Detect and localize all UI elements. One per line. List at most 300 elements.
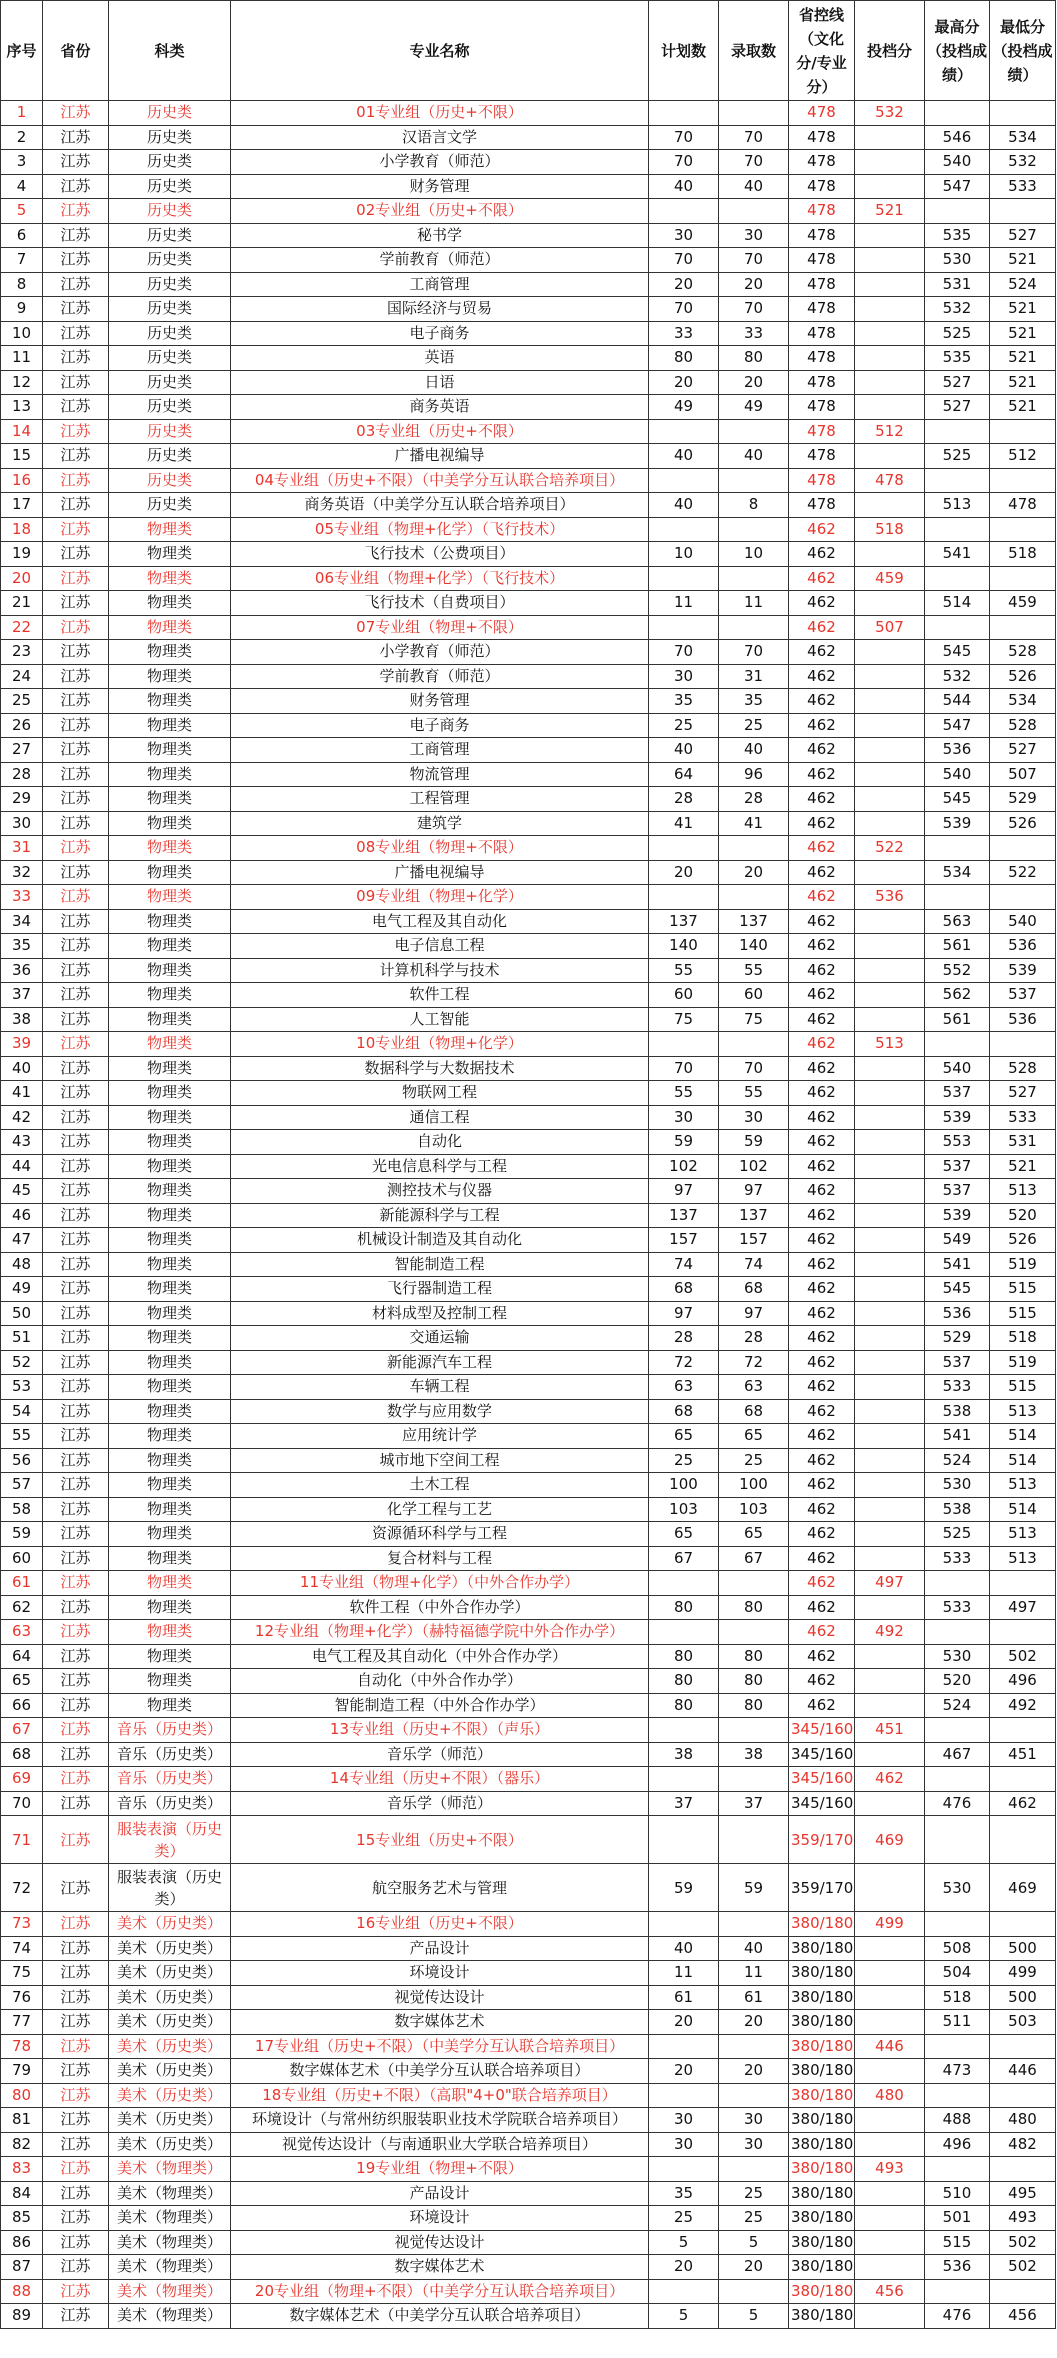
min-score-cell: 521 — [990, 1154, 1056, 1179]
max-score-cell: 536 — [925, 738, 990, 763]
category-cell: 物理类 — [109, 1571, 231, 1596]
major-name-cell: 复合材料与工程 — [231, 1546, 649, 1571]
group-row — [1, 419, 1056, 444]
table-row — [1, 1448, 1056, 1473]
control-line-cell: 462 — [789, 1105, 855, 1130]
min-score-cell: 518 — [990, 1326, 1056, 1351]
major-name-cell: 国际经济与贸易 — [231, 297, 649, 322]
admitted-count-cell: 5 — [719, 2230, 789, 2255]
plan-count-cell: 65 — [649, 1424, 719, 1449]
admitted-count-cell: 68 — [719, 1277, 789, 1302]
control-line-cell: 478 — [789, 125, 855, 150]
major-name-cell: 交通运输 — [231, 1326, 649, 1351]
filing-score-cell — [855, 395, 925, 420]
table-row — [1, 2132, 1056, 2157]
row-number-cell: 66 — [1, 1693, 43, 1718]
row-number-cell: 80 — [1, 2083, 43, 2108]
admitted-count-cell: 72 — [719, 1350, 789, 1375]
max-score-cell: 547 — [925, 713, 990, 738]
category-cell: 历史类 — [109, 223, 231, 248]
control-line-cell: 380/180 — [789, 2083, 855, 2108]
category-cell: 物理类 — [109, 811, 231, 836]
province-cell: 江苏 — [43, 1399, 109, 1424]
control-line-cell: 462 — [789, 1571, 855, 1596]
province-cell: 江苏 — [43, 1448, 109, 1473]
category-cell: 音乐（历史类） — [109, 1791, 231, 1816]
category-cell: 物理类 — [109, 1252, 231, 1277]
min-score-cell: 500 — [990, 1936, 1056, 1961]
table-row — [1, 2010, 1056, 2035]
province-cell: 江苏 — [43, 517, 109, 542]
plan-count-cell — [649, 836, 719, 861]
header-plan: 计划数 — [649, 1, 719, 101]
category-cell: 美术（历史类） — [109, 2059, 231, 2084]
min-score-cell: 521 — [990, 395, 1056, 420]
province-cell: 江苏 — [43, 2181, 109, 2206]
filing-score-cell — [855, 1179, 925, 1204]
major-name-cell: 04专业组（历史+不限）（中美学分互认联合培养项目） — [231, 468, 649, 493]
admitted-count-cell: 74 — [719, 1252, 789, 1277]
table-row — [1, 493, 1056, 518]
admitted-count-cell — [719, 885, 789, 910]
admitted-count-cell — [719, 199, 789, 224]
row-number-cell: 50 — [1, 1301, 43, 1326]
province-cell: 江苏 — [43, 150, 109, 175]
category-cell: 物理类 — [109, 713, 231, 738]
max-score-cell: 508 — [925, 1936, 990, 1961]
row-number-cell: 9 — [1, 297, 43, 322]
plan-count-cell — [649, 419, 719, 444]
max-score-cell: 547 — [925, 174, 990, 199]
major-name-cell: 17专业组（历史+不限）（中美学分互认联合培养项目） — [231, 2034, 649, 2059]
min-score-cell: 451 — [990, 1742, 1056, 1767]
filing-score-cell — [855, 1595, 925, 1620]
row-number-cell: 62 — [1, 1595, 43, 1620]
min-score-cell — [990, 2279, 1056, 2304]
filing-score-cell — [855, 1056, 925, 1081]
min-score-cell — [990, 885, 1056, 910]
table-row — [1, 1669, 1056, 1694]
filing-score-cell — [855, 174, 925, 199]
max-score-cell: 561 — [925, 934, 990, 959]
province-cell: 江苏 — [43, 1864, 109, 1912]
plan-count-cell: 61 — [649, 1985, 719, 2010]
max-score-cell — [925, 1032, 990, 1057]
table-row — [1, 2304, 1056, 2329]
min-score-cell: 513 — [990, 1399, 1056, 1424]
province-cell: 江苏 — [43, 419, 109, 444]
major-name-cell: 电子商务 — [231, 713, 649, 738]
category-cell: 物理类 — [109, 885, 231, 910]
table-row — [1, 1985, 1056, 2010]
admitted-count-cell — [719, 2034, 789, 2059]
major-name-cell: 计算机科学与技术 — [231, 958, 649, 983]
max-score-cell: 536 — [925, 2255, 990, 2280]
category-cell: 物理类 — [109, 1424, 231, 1449]
major-name-cell: 工商管理 — [231, 272, 649, 297]
table-row — [1, 811, 1056, 836]
control-line-cell: 462 — [789, 1277, 855, 1302]
group-row — [1, 836, 1056, 861]
group-row — [1, 468, 1056, 493]
max-score-cell: 532 — [925, 664, 990, 689]
min-score-cell: 459 — [990, 591, 1056, 616]
table-row — [1, 1081, 1056, 1106]
min-score-cell: 527 — [990, 223, 1056, 248]
province-cell: 江苏 — [43, 1056, 109, 1081]
max-score-cell: 533 — [925, 1546, 990, 1571]
category-cell: 历史类 — [109, 346, 231, 371]
category-cell: 美术（历史类） — [109, 1936, 231, 1961]
filing-score-cell — [855, 1007, 925, 1032]
control-line-cell: 462 — [789, 811, 855, 836]
major-name-cell: 测控技术与仪器 — [231, 1179, 649, 1204]
major-name-cell: 数字媒体艺术 — [231, 2010, 649, 2035]
major-name-cell: 学前教育（师范） — [231, 248, 649, 273]
min-score-cell: 446 — [990, 2059, 1056, 2084]
max-score-cell: 488 — [925, 2108, 990, 2133]
filing-score-cell — [855, 542, 925, 567]
plan-count-cell: 11 — [649, 1961, 719, 1986]
category-cell: 美术（历史类） — [109, 1961, 231, 1986]
control-line-cell: 478 — [789, 248, 855, 273]
control-line-cell: 462 — [789, 591, 855, 616]
control-line-cell: 462 — [789, 762, 855, 787]
min-score-cell: 507 — [990, 762, 1056, 787]
plan-count-cell: 80 — [649, 346, 719, 371]
max-score-cell — [925, 517, 990, 542]
group-row — [1, 517, 1056, 542]
filing-score-cell — [855, 1693, 925, 1718]
plan-count-cell: 75 — [649, 1007, 719, 1032]
major-name-cell: 音乐学（师范） — [231, 1742, 649, 1767]
table-row — [1, 860, 1056, 885]
major-name-cell: 音乐学（师范） — [231, 1791, 649, 1816]
filing-score-cell — [855, 1864, 925, 1912]
filing-score-cell — [855, 787, 925, 812]
row-number-cell: 42 — [1, 1105, 43, 1130]
plan-count-cell: 28 — [649, 1326, 719, 1351]
category-cell: 物理类 — [109, 1154, 231, 1179]
row-number-cell: 46 — [1, 1203, 43, 1228]
row-number-cell: 73 — [1, 1912, 43, 1937]
major-name-cell: 05专业组（物理+化学）（飞行技术） — [231, 517, 649, 542]
row-number-cell: 57 — [1, 1473, 43, 1498]
plan-count-cell: 67 — [649, 1546, 719, 1571]
max-score-cell: 539 — [925, 811, 990, 836]
province-cell: 江苏 — [43, 321, 109, 346]
plan-count-cell — [649, 1767, 719, 1792]
category-cell: 物理类 — [109, 1056, 231, 1081]
table-row — [1, 1399, 1056, 1424]
control-line-cell: 462 — [789, 1497, 855, 1522]
category-cell: 美术（历史类） — [109, 2034, 231, 2059]
max-score-cell: 537 — [925, 1179, 990, 1204]
plan-count-cell: 5 — [649, 2304, 719, 2329]
province-cell: 江苏 — [43, 1595, 109, 1620]
max-score-cell: 535 — [925, 223, 990, 248]
control-line-cell: 462 — [789, 713, 855, 738]
major-name-cell: 机械设计制造及其自动化 — [231, 1228, 649, 1253]
province-cell: 江苏 — [43, 836, 109, 861]
group-row — [1, 199, 1056, 224]
major-name-cell: 英语 — [231, 346, 649, 371]
max-score-cell: 533 — [925, 1595, 990, 1620]
major-name-cell: 资源循环科学与工程 — [231, 1522, 649, 1547]
control-line-cell: 462 — [789, 1522, 855, 1547]
table-row — [1, 1277, 1056, 1302]
min-score-cell: 482 — [990, 2132, 1056, 2157]
plan-count-cell: 100 — [649, 1473, 719, 1498]
filing-score-cell — [855, 1326, 925, 1351]
group-row — [1, 566, 1056, 591]
row-number-cell: 34 — [1, 909, 43, 934]
plan-count-cell: 20 — [649, 272, 719, 297]
province-cell: 江苏 — [43, 370, 109, 395]
plan-count-cell: 33 — [649, 321, 719, 346]
province-cell: 江苏 — [43, 1252, 109, 1277]
filing-score-cell: 497 — [855, 1571, 925, 1596]
row-number-cell: 10 — [1, 321, 43, 346]
plan-count-cell: 68 — [649, 1277, 719, 1302]
row-number-cell: 38 — [1, 1007, 43, 1032]
max-score-cell: 529 — [925, 1326, 990, 1351]
min-score-cell: 496 — [990, 1669, 1056, 1694]
filing-score-cell: 492 — [855, 1620, 925, 1645]
control-line-cell: 462 — [789, 860, 855, 885]
control-line-cell: 462 — [789, 934, 855, 959]
row-number-cell: 65 — [1, 1669, 43, 1694]
row-number-cell: 37 — [1, 983, 43, 1008]
control-line-cell: 380/180 — [789, 1936, 855, 1961]
major-name-cell: 16专业组（历史+不限） — [231, 1912, 649, 1937]
max-score-cell: 530 — [925, 1644, 990, 1669]
major-name-cell: 车辆工程 — [231, 1375, 649, 1400]
major-name-cell: 01专业组（历史+不限） — [231, 101, 649, 126]
max-score-cell: 514 — [925, 591, 990, 616]
max-score-cell: 539 — [925, 1203, 990, 1228]
table-row — [1, 2181, 1056, 2206]
control-line-cell: 462 — [789, 1130, 855, 1155]
control-line-cell: 478 — [789, 199, 855, 224]
major-name-cell: 秘书学 — [231, 223, 649, 248]
control-line-cell: 462 — [789, 1056, 855, 1081]
category-cell: 历史类 — [109, 248, 231, 273]
max-score-cell: 533 — [925, 1375, 990, 1400]
province-cell: 江苏 — [43, 2157, 109, 2182]
category-cell: 美术（历史类） — [109, 1985, 231, 2010]
province-cell: 江苏 — [43, 542, 109, 567]
plan-count-cell: 30 — [649, 2108, 719, 2133]
major-name-cell: 汉语言文学 — [231, 125, 649, 150]
filing-score-cell — [855, 1936, 925, 1961]
major-name-cell: 软件工程 — [231, 983, 649, 1008]
min-score-cell: 469 — [990, 1864, 1056, 1912]
min-score-cell: 534 — [990, 125, 1056, 150]
table-row — [1, 150, 1056, 175]
max-score-cell — [925, 199, 990, 224]
row-number-cell: 36 — [1, 958, 43, 983]
filing-score-cell — [855, 909, 925, 934]
province-cell: 江苏 — [43, 640, 109, 665]
plan-count-cell: 40 — [649, 738, 719, 763]
admitted-count-cell: 31 — [719, 664, 789, 689]
plan-count-cell — [649, 2034, 719, 2059]
filing-score-cell — [855, 640, 925, 665]
admitted-count-cell — [719, 2279, 789, 2304]
category-cell: 美术（历史类） — [109, 1912, 231, 1937]
min-score-cell: 526 — [990, 664, 1056, 689]
min-score-cell: 493 — [990, 2206, 1056, 2231]
plan-count-cell: 30 — [649, 2132, 719, 2157]
admitted-count-cell: 30 — [719, 1105, 789, 1130]
row-number-cell: 82 — [1, 2132, 43, 2157]
admitted-count-cell — [719, 101, 789, 126]
filing-score-cell — [855, 297, 925, 322]
min-score-cell: 515 — [990, 1277, 1056, 1302]
filing-score-cell: 456 — [855, 2279, 925, 2304]
major-name-cell: 19专业组（物理+不限） — [231, 2157, 649, 2182]
plan-count-cell: 49 — [649, 395, 719, 420]
min-score-cell: 524 — [990, 272, 1056, 297]
max-score-cell — [925, 468, 990, 493]
control-line-cell: 462 — [789, 1669, 855, 1694]
row-number-cell: 20 — [1, 566, 43, 591]
major-name-cell: 日语 — [231, 370, 649, 395]
plan-count-cell — [649, 566, 719, 591]
table-row — [1, 2108, 1056, 2133]
row-number-cell: 77 — [1, 2010, 43, 2035]
category-cell: 物理类 — [109, 909, 231, 934]
table-row — [1, 248, 1056, 273]
table-row — [1, 1105, 1056, 1130]
filing-score-cell — [855, 1424, 925, 1449]
min-score-cell: 534 — [990, 689, 1056, 714]
control-line-cell: 359/170 — [789, 1816, 855, 1864]
min-score-cell: 518 — [990, 542, 1056, 567]
filing-score-cell — [855, 2132, 925, 2157]
filing-score-cell — [855, 272, 925, 297]
category-cell: 物理类 — [109, 1105, 231, 1130]
admitted-count-cell: 70 — [719, 248, 789, 273]
max-score-cell — [925, 566, 990, 591]
table-row — [1, 297, 1056, 322]
row-number-cell: 79 — [1, 2059, 43, 2084]
major-name-cell: 人工智能 — [231, 1007, 649, 1032]
major-name-cell: 工商管理 — [231, 738, 649, 763]
category-cell: 历史类 — [109, 370, 231, 395]
plan-count-cell — [649, 468, 719, 493]
control-line-cell: 462 — [789, 909, 855, 934]
filing-score-cell — [855, 689, 925, 714]
control-line-cell: 359/170 — [789, 1864, 855, 1912]
row-number-cell: 29 — [1, 787, 43, 812]
filing-score-cell — [855, 738, 925, 763]
control-line-cell: 462 — [789, 1693, 855, 1718]
plan-count-cell: 140 — [649, 934, 719, 959]
control-line-cell: 462 — [789, 1032, 855, 1057]
plan-count-cell: 157 — [649, 1228, 719, 1253]
table-row — [1, 1056, 1056, 1081]
min-score-cell — [990, 1571, 1056, 1596]
table-row — [1, 713, 1056, 738]
control-line-cell: 380/180 — [789, 2206, 855, 2231]
major-name-cell: 通信工程 — [231, 1105, 649, 1130]
admitted-count-cell: 70 — [719, 1056, 789, 1081]
min-score-cell — [990, 1032, 1056, 1057]
plan-count-cell: 80 — [649, 1693, 719, 1718]
filing-score-cell — [855, 223, 925, 248]
province-cell: 江苏 — [43, 1571, 109, 1596]
table-row — [1, 1301, 1056, 1326]
row-number-cell: 6 — [1, 223, 43, 248]
row-number-cell: 85 — [1, 2206, 43, 2231]
plan-count-cell: 38 — [649, 1742, 719, 1767]
province-cell: 江苏 — [43, 664, 109, 689]
table-row — [1, 1424, 1056, 1449]
table-row — [1, 174, 1056, 199]
category-cell: 历史类 — [109, 150, 231, 175]
admitted-count-cell: 55 — [719, 958, 789, 983]
admitted-count-cell: 40 — [719, 444, 789, 469]
category-cell: 服装表演（历史类） — [109, 1816, 231, 1864]
admitted-count-cell — [719, 1912, 789, 1937]
control-line-cell: 380/180 — [789, 2255, 855, 2280]
province-cell: 江苏 — [43, 1693, 109, 1718]
province-cell: 江苏 — [43, 1375, 109, 1400]
category-cell: 物理类 — [109, 738, 231, 763]
table-row — [1, 1791, 1056, 1816]
major-name-cell: 12专业组（物理+化学）（赫特福德学院中外合作办学） — [231, 1620, 649, 1645]
row-number-cell: 51 — [1, 1326, 43, 1351]
admitted-count-cell: 100 — [719, 1473, 789, 1498]
category-cell: 音乐（历史类） — [109, 1767, 231, 1792]
plan-count-cell: 70 — [649, 125, 719, 150]
group-row — [1, 2157, 1056, 2182]
max-score-cell: 515 — [925, 2230, 990, 2255]
max-score-cell — [925, 885, 990, 910]
table-row — [1, 1693, 1056, 1718]
row-number-cell: 60 — [1, 1546, 43, 1571]
filing-score-cell: 513 — [855, 1032, 925, 1057]
filing-score-cell: 499 — [855, 1912, 925, 1937]
row-number-cell: 74 — [1, 1936, 43, 1961]
min-score-cell: 502 — [990, 2230, 1056, 2255]
major-name-cell: 数字媒体艺术 — [231, 2255, 649, 2280]
row-number-cell: 44 — [1, 1154, 43, 1179]
row-number-cell: 13 — [1, 395, 43, 420]
admitted-count-cell: 103 — [719, 1497, 789, 1522]
max-score-cell: 467 — [925, 1742, 990, 1767]
control-line-cell: 380/180 — [789, 2132, 855, 2157]
major-name-cell: 软件工程（中外合作办学） — [231, 1595, 649, 1620]
category-cell: 物理类 — [109, 1326, 231, 1351]
plan-count-cell: 74 — [649, 1252, 719, 1277]
filing-score-cell — [855, 1985, 925, 2010]
table-row — [1, 1203, 1056, 1228]
admitted-count-cell: 37 — [719, 1791, 789, 1816]
control-line-cell: 478 — [789, 468, 855, 493]
filing-score-cell — [855, 983, 925, 1008]
min-score-cell: 526 — [990, 1228, 1056, 1253]
row-number-cell: 17 — [1, 493, 43, 518]
category-cell: 历史类 — [109, 493, 231, 518]
category-cell: 物理类 — [109, 1301, 231, 1326]
major-name-cell: 城市地下空间工程 — [231, 1448, 649, 1473]
max-score-cell: 538 — [925, 1399, 990, 1424]
admitted-count-cell: 65 — [719, 1424, 789, 1449]
province-cell: 江苏 — [43, 958, 109, 983]
